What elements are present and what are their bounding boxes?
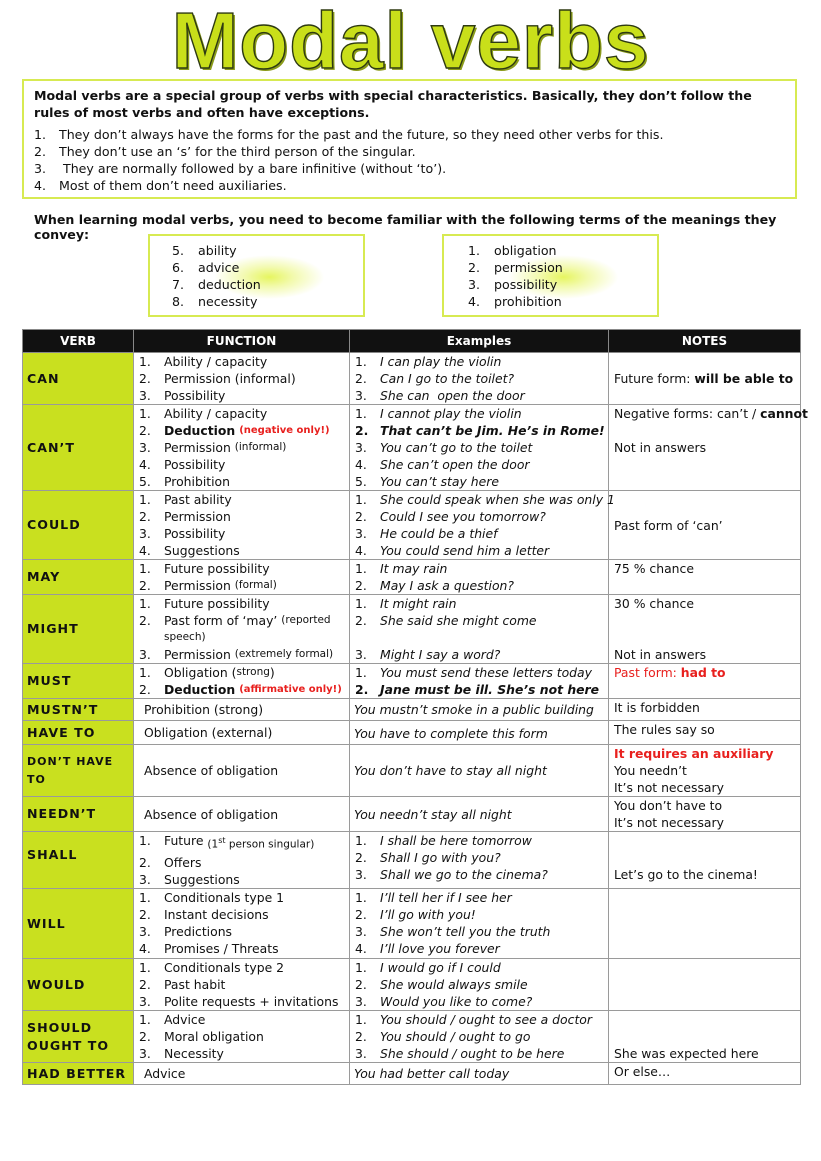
function-text: Promises / Threats — [164, 941, 279, 956]
function-text: Instant decisions — [164, 907, 269, 922]
function-text: Advice — [164, 1012, 206, 1027]
examples-cell: 1. It might rain 2. She said she might come 3. Might I say a word? — [350, 595, 609, 664]
meaning-item — [444, 242, 657, 259]
function-cell: 1. Obligation ( strong ) 2. Deduction (affirmative only!) — [134, 664, 350, 699]
note-text: Let’s go to the cinema! — [614, 867, 758, 882]
function-text: Past habit — [164, 977, 226, 992]
function-cell: 1. Future possibility 2. Permission (formal) — [134, 560, 350, 595]
intro-point — [34, 143, 785, 160]
table-row-mustnt — [23, 699, 801, 721]
table-row-must — [23, 664, 801, 699]
example-text: She said she might come — [380, 613, 537, 628]
meanings-box-left — [148, 234, 365, 317]
meaning-number: 6. — [171, 260, 184, 275]
example-text: You should / ought to go — [380, 1029, 531, 1044]
function-text: Possibility — [164, 457, 226, 472]
examples-cell: 1. I shall be here tomorrow 2. Shall I go with you? 3. Shall we go to the cinema? — [350, 832, 609, 889]
notes-cell — [609, 745, 801, 797]
meaning-item — [150, 293, 363, 310]
examples-cell: 1. She could speak when she was only 1 2. Could I see you tomorrow? 3. He could be a thief 4. You could send him a letter — [350, 491, 609, 560]
example-text: She won’t tell you the truth — [380, 924, 551, 939]
verb-cell: HAD BETTER — [23, 1063, 134, 1085]
function-cell: 1. Future (1st person singular) 2. Offers 3. Suggestions — [134, 832, 350, 889]
function-text: Obligation ( — [164, 665, 237, 680]
verb-label: OUGHT TO — [27, 1037, 110, 1053]
note-text: Future form: — [614, 371, 695, 386]
example-text: I can play the violin — [380, 354, 502, 369]
function-tag: (formal) — [234, 579, 277, 591]
function-cell: 1. Ability / capacity 2. Permission (informal) 3. Possibility — [134, 353, 350, 405]
meaning-text: prohibition — [494, 294, 562, 309]
function-tag: (affirmative only!) — [239, 684, 342, 695]
notes-cell — [609, 560, 801, 595]
function-cell: 1. Ability / capacity 2. Deduction (negative only!) 3. Permission (informal) 4. Possibility 5. Prohibition — [134, 405, 350, 491]
example-text: You have to complete this form — [354, 726, 548, 741]
function-tag: st — [218, 836, 226, 845]
note-text: The rules say so — [614, 722, 715, 737]
point-number: 4. — [34, 178, 47, 193]
header-function: FUNCTION — [134, 330, 350, 353]
table-row-shall — [23, 832, 801, 889]
table-header-row — [23, 330, 801, 353]
function-text: Ability / capacity — [164, 354, 268, 369]
point-text: They don’t always have the forms for the past and the future, so they need other verbs for this. — [59, 127, 664, 142]
function-text: Deduction — [164, 423, 236, 438]
verb-cell: DON’T HAVE TO — [23, 745, 134, 797]
example-text: You could send him a letter — [380, 543, 550, 558]
table-row-dont-have-to — [23, 745, 801, 797]
example-text: I would go if I could — [380, 960, 501, 975]
examples-cell — [350, 745, 609, 797]
function-text: Conditionals type 1 — [164, 890, 285, 905]
function-cell: 1. Future possibility 2. Past form of ‘may’ (reported speech) 3. Permission (extremely formal) — [134, 595, 350, 664]
function-text: Ability / capacity — [164, 406, 268, 421]
function-text: Predictions — [164, 924, 233, 939]
example-text: You don’t have to stay all night — [354, 763, 547, 778]
table-row-will — [23, 889, 801, 959]
function-cell — [134, 699, 350, 721]
function-text: Absence of obligation — [144, 806, 279, 822]
function-text: Prohibition — [164, 474, 230, 489]
function-text: Permission — [164, 440, 231, 455]
examples-cell: 1. You should / ought to see a doctor 2. You should / ought to go 3. She should / ought to be here — [350, 1011, 609, 1063]
example-text: I’ll love you forever — [380, 941, 500, 956]
note-emphasis: cannot — [760, 406, 808, 421]
intro-points — [34, 126, 785, 194]
example-text: You should / ought to see a doctor — [380, 1012, 592, 1027]
note-text: You don’t have to — [614, 798, 723, 813]
function-text: Permission (informal) — [164, 371, 296, 386]
table-row-may — [23, 560, 801, 595]
intro-box — [22, 79, 797, 199]
meaning-text: permission — [494, 260, 563, 275]
notes-cell — [609, 1063, 801, 1085]
example-text: You needn’t stay all night — [354, 806, 512, 822]
example-text: Shall we go to the cinema? — [380, 867, 548, 882]
verb-cell — [23, 1011, 134, 1063]
notes-cell — [609, 832, 801, 889]
table-row-would — [23, 959, 801, 1011]
verb-cell: WOULD — [23, 959, 134, 1011]
meaning-item — [444, 293, 657, 310]
meanings-box-right — [442, 234, 659, 317]
note-text: Past form: — [614, 665, 681, 680]
notes-cell — [609, 405, 808, 491]
function-text: Prohibition (strong) — [144, 702, 264, 717]
examples-cell: 1. It may rain 2. May I ask a question? — [350, 560, 609, 595]
meaning-number: 5. — [171, 243, 184, 258]
function-tag: person singular) — [225, 838, 315, 851]
function-text: Past ability — [164, 492, 232, 507]
modal-verbs-table — [22, 329, 808, 1085]
function-cell: 1. Conditionals type 2 2. Past habit 3. Polite requests + invitations — [134, 959, 350, 1011]
function-text: Absence of obligation — [144, 763, 279, 778]
examples-cell: 1. You must send these letters today 2. Jane must be ill. She’s not here — [350, 664, 609, 699]
function-text: Past form of ‘may’ — [164, 613, 278, 628]
function-cell — [134, 1063, 350, 1085]
meaning-text: possibility — [494, 277, 558, 292]
note-text: It requires an auxiliary — [614, 746, 774, 761]
example-text: I cannot play the violin — [380, 406, 522, 421]
meaning-item — [150, 259, 363, 276]
function-text: Future possibility — [164, 561, 270, 576]
notes-cell — [609, 595, 801, 664]
notes-cell — [609, 699, 801, 721]
meaning-item — [150, 276, 363, 293]
note-text: 30 % chance — [614, 596, 694, 611]
header-notes: NOTES — [609, 330, 801, 353]
notes-cell — [609, 491, 801, 560]
function-cell: 1. Past ability 2. Permission 3. Possibility 4. Suggestions — [134, 491, 350, 560]
function-text: Permission — [164, 647, 231, 662]
examples-cell — [350, 721, 609, 745]
note-text: Not in answers — [614, 647, 707, 662]
function-text: Permission — [164, 509, 231, 524]
example-text: Can I go to the toilet? — [380, 371, 515, 386]
example-text: It might rain — [380, 596, 457, 611]
example-text: She should / ought to be here — [380, 1046, 565, 1061]
example-text: Would you like to come? — [380, 994, 533, 1009]
verb-cell: COULD — [23, 491, 134, 560]
function-text: Possibility — [164, 388, 226, 403]
example-text: You had better call today — [354, 1066, 510, 1081]
example-text: You mustn’t smoke in a public building — [354, 702, 594, 717]
examples-cell — [350, 797, 609, 832]
function-text: Moral obligation — [164, 1029, 264, 1044]
function-text: Advice — [144, 1066, 186, 1081]
examples-cell: 1. I can play the violin 2. Can I go to the toilet? 3. She can open the door — [350, 353, 609, 405]
meaning-number: 8. — [171, 294, 184, 309]
function-cell — [134, 745, 350, 797]
function-text: Possibility — [164, 526, 226, 541]
example-text: I’ll go with you! — [380, 907, 476, 922]
notes-cell — [609, 1011, 801, 1063]
note-text: You needn’t — [614, 763, 687, 778]
example-text: You can’t go to the toilet — [380, 440, 533, 455]
function-tag: (informal) — [234, 441, 287, 453]
table-row-cant — [23, 405, 801, 491]
function-tag: (reported — [281, 614, 331, 626]
verb-cell: MAY — [23, 560, 134, 595]
note-text: It is forbidden — [614, 700, 700, 715]
table-row-neednt — [23, 797, 801, 832]
note-text: Or else… — [614, 1064, 671, 1079]
point-text: They are normally followed by a bare infinitive (without ‘to’). — [59, 161, 447, 176]
note-text: 75 % chance — [614, 561, 694, 576]
examples-cell — [350, 1063, 609, 1085]
examples-cell: 1. I’ll tell her if I see her 2. I’ll go with you! 3. She won’t tell you the truth 4. I’ll love you forever — [350, 889, 609, 959]
note-emphasis: had to — [680, 665, 726, 680]
verb-label: SHOULD — [27, 1019, 93, 1035]
function-tag: strong — [236, 666, 270, 678]
table-row-could — [23, 491, 801, 560]
intro-lead: Modal verbs are a special group of verbs with special characteristics. Basically, they don’t follow the rules of most verbs and often have exceptions. — [34, 88, 752, 120]
page-title: Modal verbs — [171, 0, 650, 85]
notes-cell — [609, 889, 801, 959]
function-text: Conditionals type 2 — [164, 960, 285, 975]
meaning-item — [444, 259, 657, 276]
examples-cell: 1. I would go if I could 2. She would always smile 3. Would you like to come? — [350, 959, 609, 1011]
example-text: That can’t be Jim. He’s in Rome! — [380, 423, 605, 438]
function-text: Suggestions — [164, 871, 240, 887]
function-text: Polite requests + invitations — [164, 994, 339, 1009]
function-text: Suggestions — [164, 543, 240, 558]
function-cell — [134, 721, 350, 745]
verb-cell: CAN’T — [23, 405, 134, 491]
meaning-text: advice — [198, 260, 240, 275]
examples-cell: 1. I cannot play the violin 2. That can’t be Jim. He’s in Rome! 3. You can’t go to the toilet 4. She can’t open the door 5. You can’t stay here — [350, 405, 609, 491]
function-text: Future possibility — [164, 596, 270, 611]
intro-point — [34, 160, 785, 177]
meaning-number: 1. — [467, 243, 480, 258]
table-row-had-better — [23, 1063, 801, 1085]
table-row-have-to — [23, 721, 801, 745]
point-number: 3. — [34, 161, 47, 176]
function-cell — [134, 797, 350, 832]
verb-cell: MIGHT — [23, 595, 134, 664]
meaning-number: 2. — [467, 260, 480, 275]
point-number: 1. — [34, 127, 47, 142]
verb-cell: NEEDN’T — [23, 797, 134, 832]
intro-point — [34, 126, 785, 143]
function-text: Future — [164, 833, 204, 848]
verb-cell: MUSTN’T — [23, 699, 134, 721]
example-text: She could speak when she was only 1 — [380, 492, 615, 507]
verb-cell: MUST — [23, 664, 134, 699]
point-text: Most of them don’t need auxiliaries. — [59, 178, 287, 193]
note-emphasis: will be able to — [694, 371, 794, 386]
function-text: Offers — [164, 854, 202, 870]
meaning-number: 3. — [467, 277, 480, 292]
meaning-number: 4. — [467, 294, 480, 309]
notes-cell — [609, 664, 801, 699]
function-tag: (1 — [207, 838, 219, 851]
verb-cell: SHALL — [23, 832, 134, 889]
verb-cell: WILL — [23, 889, 134, 959]
function-text: Necessity — [164, 1046, 224, 1061]
function-cell: 1. Conditionals type 1 2. Instant decisions 3. Predictions 4. Promises / Threats — [134, 889, 350, 959]
notes-cell — [609, 353, 801, 405]
example-text: I shall be here tomorrow — [380, 833, 532, 848]
point-number: 2. — [34, 144, 47, 159]
example-text: It may rain — [380, 561, 448, 576]
point-text: They don’t use an ‘s’ for the third person of the singular. — [59, 144, 416, 159]
example-text: Might I say a word? — [380, 647, 501, 662]
header-examples: Examples — [350, 330, 609, 353]
function-text: ) — [269, 665, 275, 680]
notes-cell — [609, 959, 801, 1011]
note-text: Past form of ‘can’ — [614, 517, 723, 533]
meaning-item — [444, 276, 657, 293]
notes-cell — [609, 721, 801, 745]
meaning-text: necessity — [198, 294, 258, 309]
note-text: She was expected here — [614, 1046, 759, 1061]
note-text: It’s not necessary — [614, 780, 724, 795]
example-text: She would always smile — [380, 977, 528, 992]
meaning-text: obligation — [494, 243, 557, 258]
meaning-item — [150, 242, 363, 259]
function-text: Deduction — [164, 682, 236, 697]
verb-cell: HAVE TO — [23, 721, 134, 745]
example-text: May I ask a question? — [380, 578, 514, 593]
function-text: Permission — [164, 578, 231, 593]
table-row-should — [23, 1011, 801, 1063]
example-text: You must send these letters today — [380, 665, 592, 680]
function-tag: (extremely formal) — [234, 648, 334, 660]
example-text: Jane must be ill. She’s not here — [380, 682, 600, 697]
example-text: Could I see you tomorrow? — [380, 509, 546, 524]
examples-cell — [350, 699, 609, 721]
example-text: You can’t stay here — [380, 474, 499, 489]
example-text: She can’t open the door — [380, 457, 530, 472]
meaning-number: 7. — [171, 277, 184, 292]
example-text: She can open the door — [380, 388, 525, 403]
function-text: Obligation (external) — [144, 725, 273, 740]
meanings-lead: When learning modal verbs, you need to become familiar with the following terms of the meanings they convey: — [34, 212, 777, 242]
note-text: Negative forms: can’t / — [614, 406, 761, 421]
note-text: Not in answers — [614, 440, 707, 455]
notes-cell — [609, 797, 801, 832]
table-row-might — [23, 595, 801, 664]
verb-cell: CAN — [23, 353, 134, 405]
meaning-text: deduction — [198, 277, 261, 292]
function-cell: 1. Advice 2. Moral obligation 3. Necessity — [134, 1011, 350, 1063]
note-text: It’s not necessary — [614, 815, 724, 830]
function-tag: speech) — [164, 631, 206, 643]
function-tag: (negative only!) — [239, 425, 330, 436]
example-text: I’ll tell her if I see her — [380, 890, 512, 905]
example-text: Shall I go with you? — [380, 850, 501, 865]
header-verb: VERB — [23, 330, 134, 353]
meaning-text: ability — [198, 243, 237, 258]
example-text: He could be a thief — [380, 526, 498, 541]
table-row-can — [23, 353, 801, 405]
intro-point — [34, 177, 785, 194]
